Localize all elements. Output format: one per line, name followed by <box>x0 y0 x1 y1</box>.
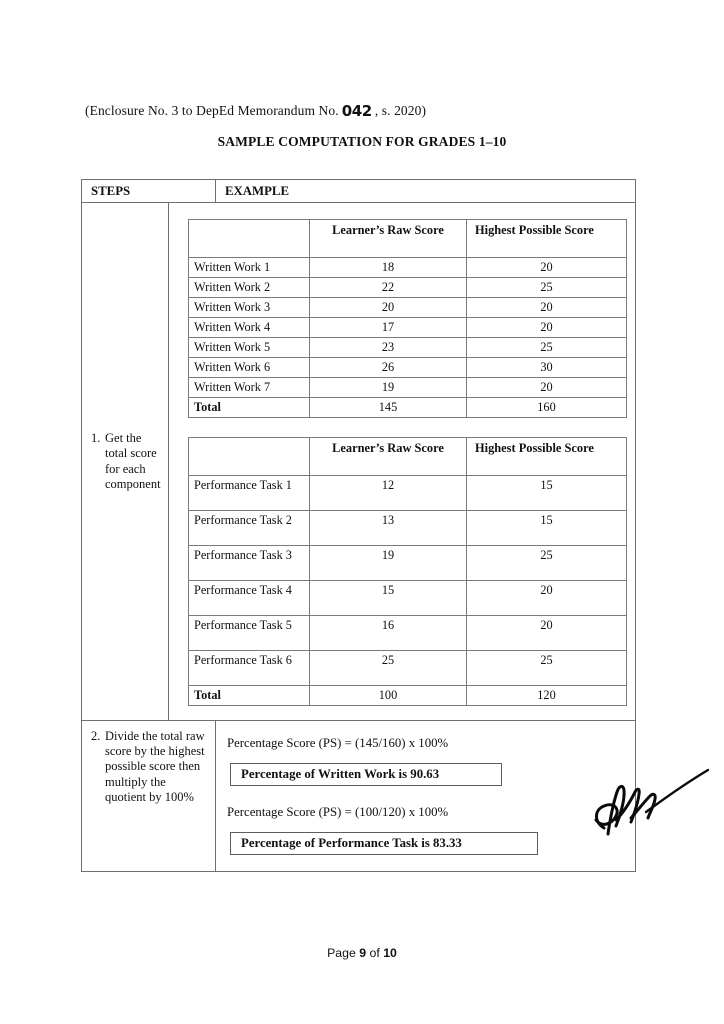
pt-row-raw: 16 <box>310 616 467 651</box>
pt-header-highest-score: Highest Possible Score <box>467 438 627 476</box>
pt-row-raw: 19 <box>310 546 467 581</box>
ww-row-raw: 20 <box>310 298 467 318</box>
pt-total-label: Total <box>189 686 310 706</box>
step-1-cell <box>82 203 169 720</box>
step-2-number: 2. <box>91 729 101 743</box>
ww-row-label: Written Work 6 <box>189 358 310 378</box>
ww-row-highest: 30 <box>467 358 627 378</box>
table-total-row <box>189 686 627 706</box>
pt-row-highest: 20 <box>467 616 627 651</box>
table-row <box>189 298 627 318</box>
ww-row-raw: 17 <box>310 318 467 338</box>
ww-row-label: Written Work 2 <box>189 278 310 298</box>
pt-header-blank <box>189 438 310 476</box>
pt-row-raw: 25 <box>310 651 467 686</box>
footer-middle: of <box>366 946 384 960</box>
ww-row-raw: 18 <box>310 258 467 278</box>
step-2-cell <box>82 721 216 871</box>
ww-row-highest: 20 <box>467 378 627 398</box>
ww-total-highest: 160 <box>467 398 627 418</box>
footer-prefix: Page <box>327 946 360 960</box>
ww-row-highest: 25 <box>467 338 627 358</box>
ww-row-raw: 19 <box>310 378 467 398</box>
ww-row-label: Written Work 4 <box>189 318 310 338</box>
performance-task-score-table <box>188 437 627 706</box>
table-header-row <box>189 438 627 476</box>
step-2-block <box>91 729 209 805</box>
table-row <box>189 546 627 581</box>
footer-total-pages: 10 <box>383 946 397 960</box>
pt-row-label: Performance Task 3 <box>189 546 310 581</box>
table-row <box>189 378 627 398</box>
ww-row-label: Written Work 7 <box>189 378 310 398</box>
ww-row-raw: 26 <box>310 358 467 378</box>
step-1-example-cell <box>169 203 635 720</box>
pt-row-raw: 15 <box>310 581 467 616</box>
table-row <box>189 651 627 686</box>
enclosure-prefix-text: (Enclosure No. 3 to DepEd Memorandum No. <box>85 103 339 118</box>
table-header-row <box>189 220 627 258</box>
table-row <box>82 721 635 871</box>
pt-row-highest: 25 <box>467 546 627 581</box>
page-title: SAMPLE COMPUTATION FOR GRADES 1–10 <box>217 134 507 149</box>
performance-task-result-box: Percentage of Performance Task is 83.33 <box>230 832 538 855</box>
pt-header-raw-score: Learner’s Raw Score <box>310 438 467 476</box>
pt-row-label: Performance Task 6 <box>189 651 310 686</box>
step-2-example-cell <box>216 721 635 871</box>
table-row <box>189 581 627 616</box>
table-row <box>82 203 635 721</box>
column-header-example: EXAMPLE <box>225 184 289 198</box>
pt-row-raw: 12 <box>310 476 467 511</box>
pt-row-label: Performance Task 5 <box>189 616 310 651</box>
enclosure-suffix-text: , s. 2020) <box>374 103 427 118</box>
written-work-score-table <box>188 219 627 418</box>
table-spacer <box>178 418 627 437</box>
step-2-text: Divide the total raw score by the highest possible score then multiply the quotient by 100% <box>105 729 205 804</box>
table-row <box>189 258 627 278</box>
page-footer <box>0 946 724 960</box>
column-header-steps: STEPS <box>82 180 216 202</box>
table-row <box>189 318 627 338</box>
pt-row-label: Performance Task 2 <box>189 511 310 546</box>
table-row <box>189 338 627 358</box>
table-total-row <box>189 398 627 418</box>
ww-row-raw: 23 <box>310 338 467 358</box>
pt-total-highest: 120 <box>467 686 627 706</box>
pt-row-raw: 13 <box>310 511 467 546</box>
table-row <box>189 616 627 651</box>
pt-total-raw: 100 <box>310 686 467 706</box>
ww-header-raw-score: Learner’s Raw Score <box>310 220 467 258</box>
memo-number-stamp: 042 <box>341 102 372 120</box>
ww-total-raw: 145 <box>310 398 467 418</box>
pt-row-highest: 15 <box>467 511 627 546</box>
ww-row-highest: 20 <box>467 298 627 318</box>
pt-row-highest: 15 <box>467 476 627 511</box>
table-row <box>189 358 627 378</box>
ww-header-highest-score: Highest Possible Score <box>467 220 627 258</box>
table-row <box>189 476 627 511</box>
written-work-result-box: Percentage of Written Work is 90.63 <box>230 763 502 786</box>
ww-row-label: Written Work 1 <box>189 258 310 278</box>
ww-row-highest: 20 <box>467 318 627 338</box>
pt-row-highest: 20 <box>467 581 627 616</box>
footer-current-page: 9 <box>359 946 367 960</box>
step-1-number: 1. <box>91 431 101 446</box>
pt-row-label: Performance Task 4 <box>189 581 310 616</box>
ww-row-raw: 22 <box>310 278 467 298</box>
table-row <box>189 278 627 298</box>
step-1-block <box>91 431 162 492</box>
performance-task-formula: Percentage Score (PS) = (100/120) x 100% <box>227 805 449 819</box>
formula-spacer <box>225 786 627 804</box>
step-1-text: Get the total score for each component <box>105 431 161 491</box>
ww-total-label: Total <box>189 398 310 418</box>
pt-row-label: Performance Task 1 <box>189 476 310 511</box>
pt-row-highest: 25 <box>467 651 627 686</box>
sample-computation-table <box>81 179 636 872</box>
table-header-row <box>82 180 635 203</box>
ww-row-highest: 25 <box>467 278 627 298</box>
enclosure-line <box>85 101 426 119</box>
ww-row-label: Written Work 3 <box>189 298 310 318</box>
ww-header-blank <box>189 220 310 258</box>
table-row <box>189 511 627 546</box>
written-work-formula: Percentage Score (PS) = (145/160) x 100% <box>227 736 449 750</box>
ww-row-label: Written Work 5 <box>189 338 310 358</box>
ww-row-highest: 20 <box>467 258 627 278</box>
